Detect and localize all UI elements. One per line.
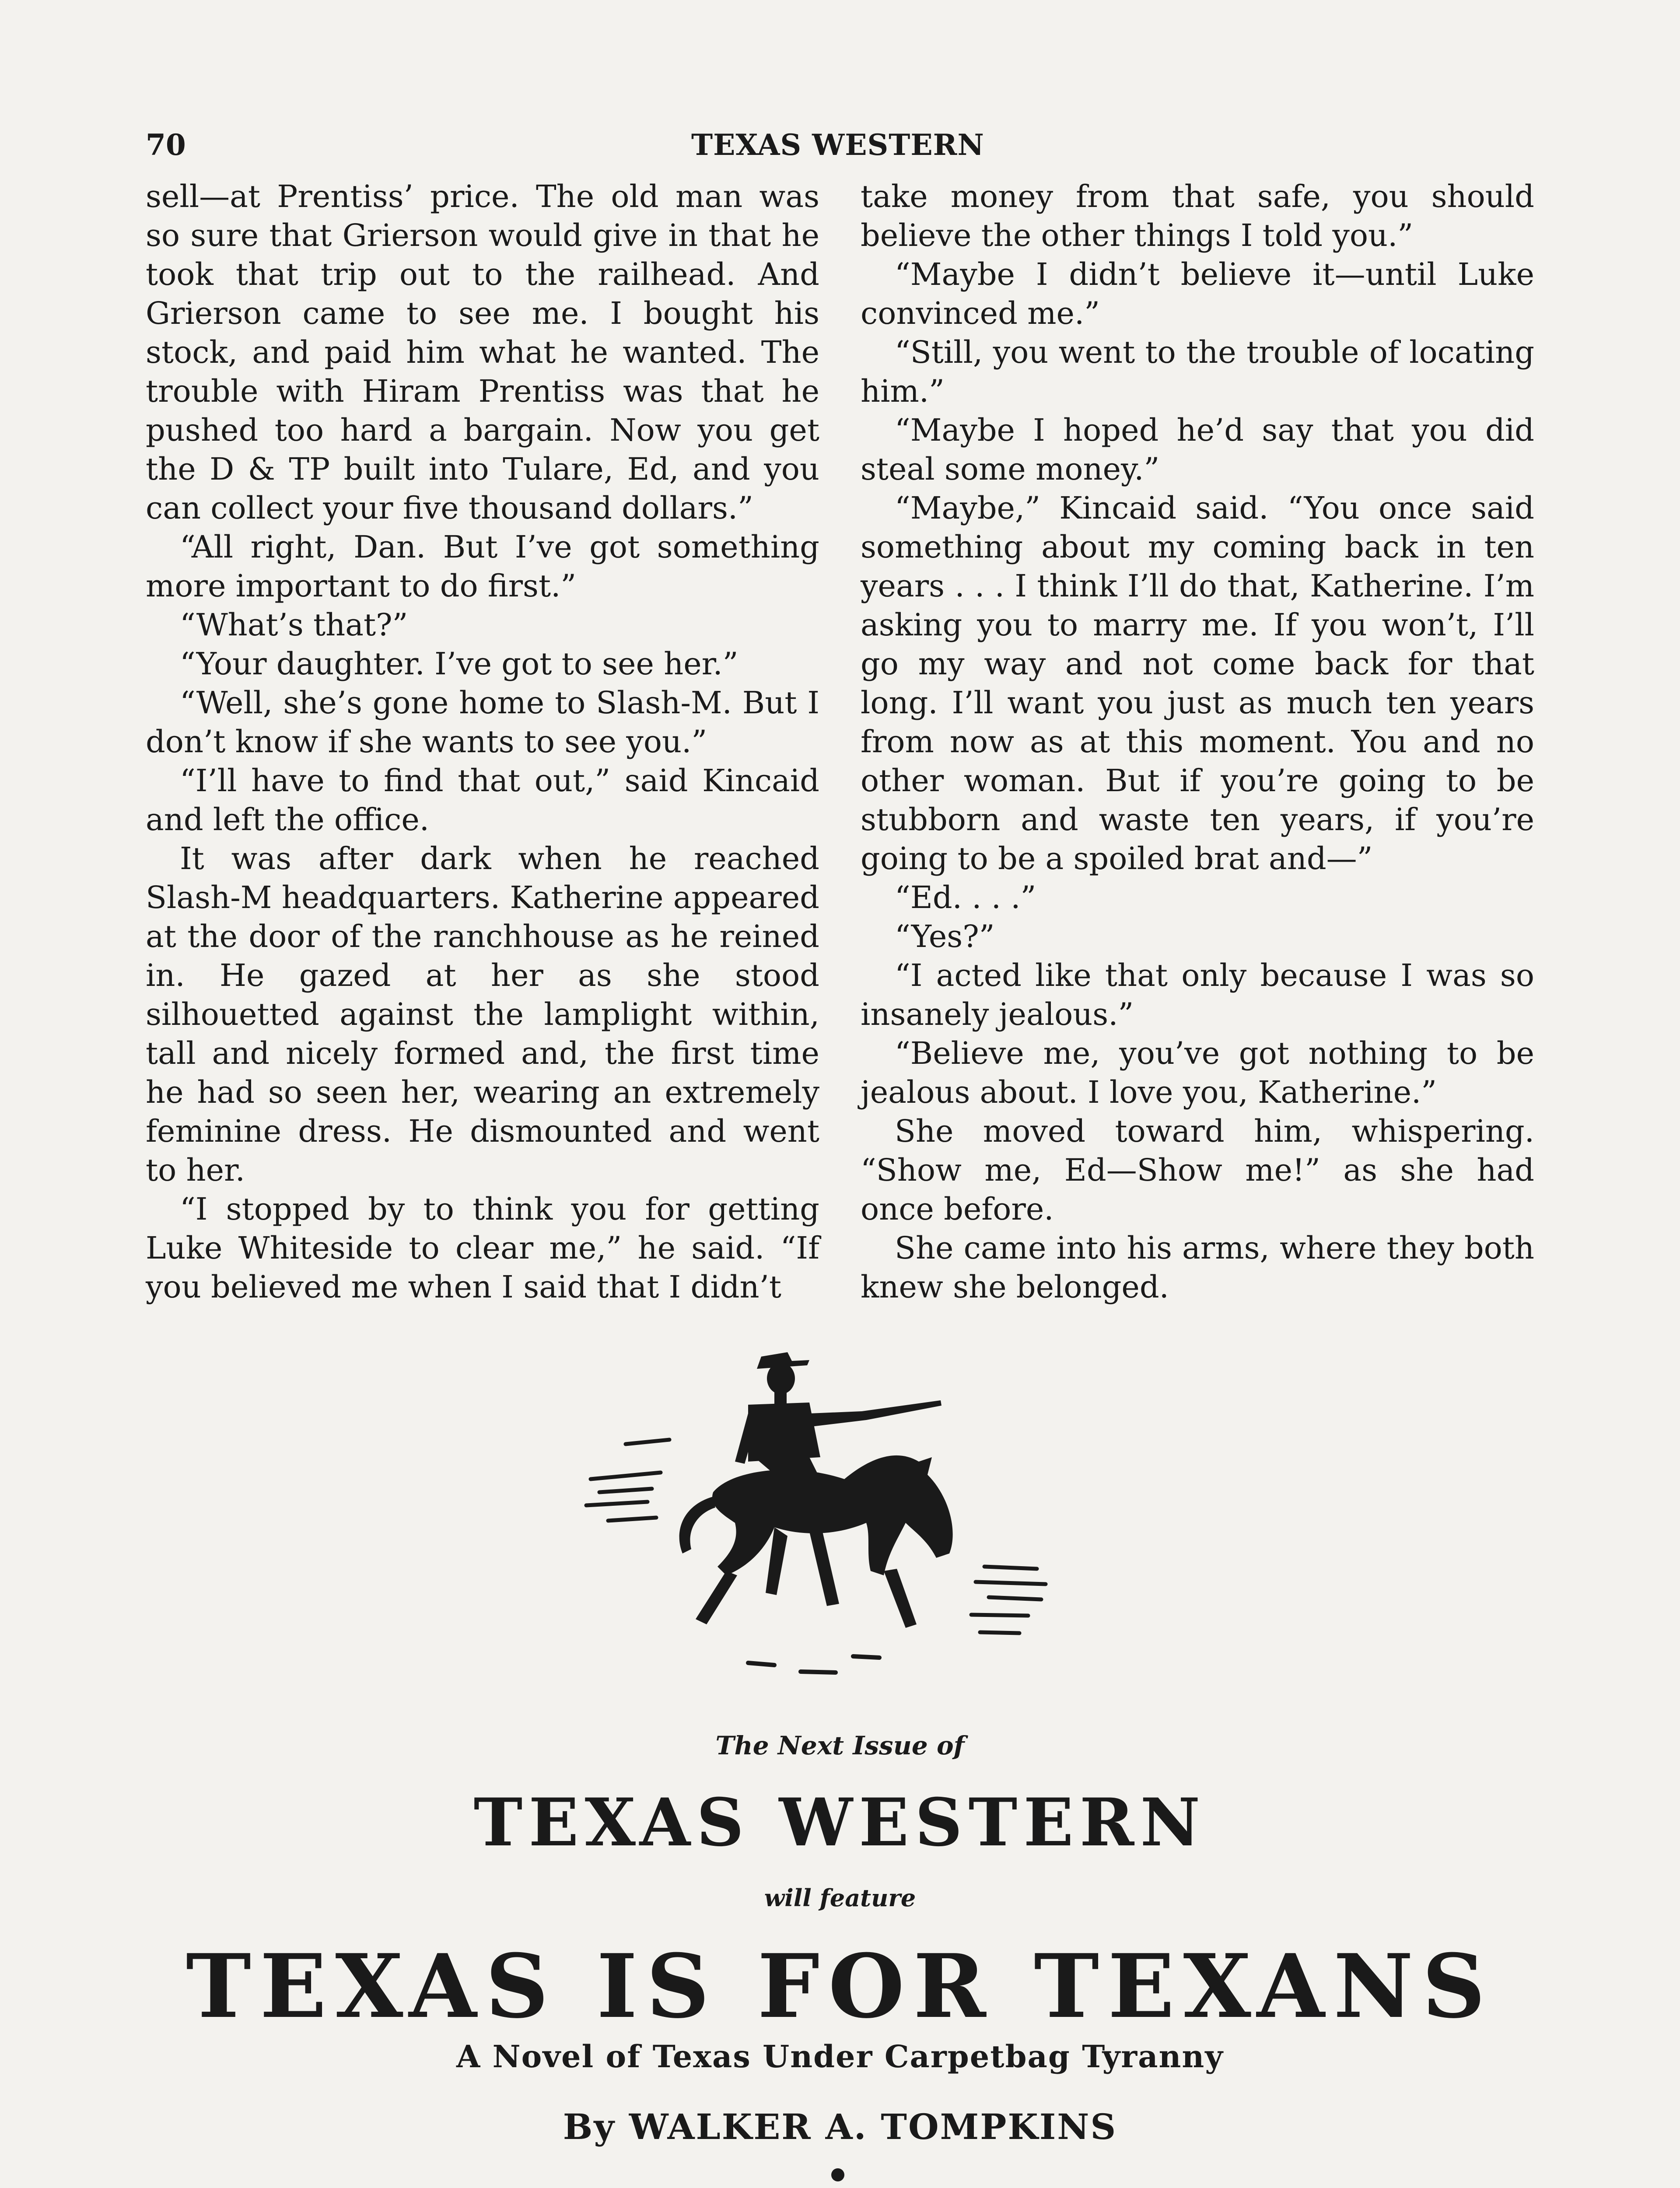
paragraph: “Yes?”: [895, 919, 995, 954]
cowboy-rider-illustration: [582, 1348, 1063, 1698]
bullet-separator: [831, 2168, 844, 2181]
paragraph: “Maybe,” Kincaid said. “You once said something about my coming back in ten years . . . I think I’ll do that, Katherine. I’m asking you to marry me. If you won’t, I’ll go my way and not come back for that long. I’ll want you just as much ten years from now as at this moment. You and no other woman. But if you’re going to be stubborn and waste ten years, if you’re going to be a spoiled brat and—”: [861, 490, 1534, 877]
paragraph: She moved toward him, whispering. “Show me, Ed—Show me!” as she had once before.: [861, 1113, 1534, 1227]
speed-lines-left: [586, 1440, 669, 1521]
paragraph: “Maybe I hoped he’d say that you did steal some money.”: [861, 412, 1534, 487]
paragraph: “I acted like that only because I was so insanely jealous.”: [861, 957, 1534, 1032]
running-head: TEXAS WESTERN: [691, 128, 984, 162]
paragraph: “Ed. . . .”: [895, 880, 1036, 915]
speed-lines-right: [971, 1567, 1046, 1633]
paragraph: take money from that safe, you should believe the other things I told you.”: [861, 179, 1534, 253]
paragraph: “Still, you went to the trouble of locating him.”: [861, 334, 1534, 409]
paragraph: “I stopped by to think you for getting Luke Whiteside to clear me,” he said. “If you believed me when I said that I didn’t: [146, 1191, 819, 1305]
paragraph: “Well, she’s gone home to Slash-M. But I don’t know if she wants to see you.”: [146, 685, 819, 760]
paragraph: “All right, Dan. But I’ve got something more important to do first.”: [146, 529, 819, 604]
story-column-right: [861, 177, 1534, 1307]
novel-author: By WALKER A. TOMPKINS: [563, 2106, 1117, 2147]
story-column-left: [146, 177, 819, 1307]
next-issue-intro: The Next Issue of: [715, 1731, 965, 1760]
ground-marks: [748, 1656, 879, 1673]
horse: [679, 1455, 953, 1628]
page-number: 70: [146, 128, 186, 162]
paragraph: It was after dark when he reached Slash-M headquarters. Katherine appeared at the door of the ranchhouse as he reined in. He gazed at her as she stood silhouetted against the lamplight within, tall and nicely formed and, the first time he had so seen her, wearing an extremely feminine dress. He dismounted and went to her.: [146, 841, 819, 1188]
paragraph: She came into his arms, where they both knew she belonged.: [861, 1230, 1534, 1305]
paragraph: “Maybe I didn’t believe it—until Luke convinced me.”: [861, 256, 1534, 331]
featured-novel-title: TEXAS IS FOR TEXANS: [186, 1935, 1494, 2038]
paragraph: “What’s that?”: [180, 607, 408, 643]
paragraph: “I’ll have to find that out,” said Kincaid and left the office.: [146, 763, 819, 838]
paragraph: sell—at Prentiss’ price. The old man was so sure that Grierson would give in that he took that trip out to the railhead. And Grierson came to see me. I bought his stock, and paid him what he wanted. The trouble with Hiram Prentiss was that he pushed too hard a bargain. Now you get the D & TP built into Tulare, Ed, and you can collect your five thousand dollars.”: [146, 179, 819, 526]
paragraph: “Your daughter. I’ve got to see her.”: [180, 646, 738, 682]
will-feature-label: will feature: [764, 1884, 916, 1912]
paragraph: “Believe me, you’ve got nothing to be jealous about. I love you, Katherine.”: [861, 1035, 1534, 1110]
magazine-title: TEXAS WESTERN: [473, 1784, 1207, 1861]
novel-subtitle: A Novel of Texas Under Carpetbag Tyranny: [456, 2038, 1224, 2075]
